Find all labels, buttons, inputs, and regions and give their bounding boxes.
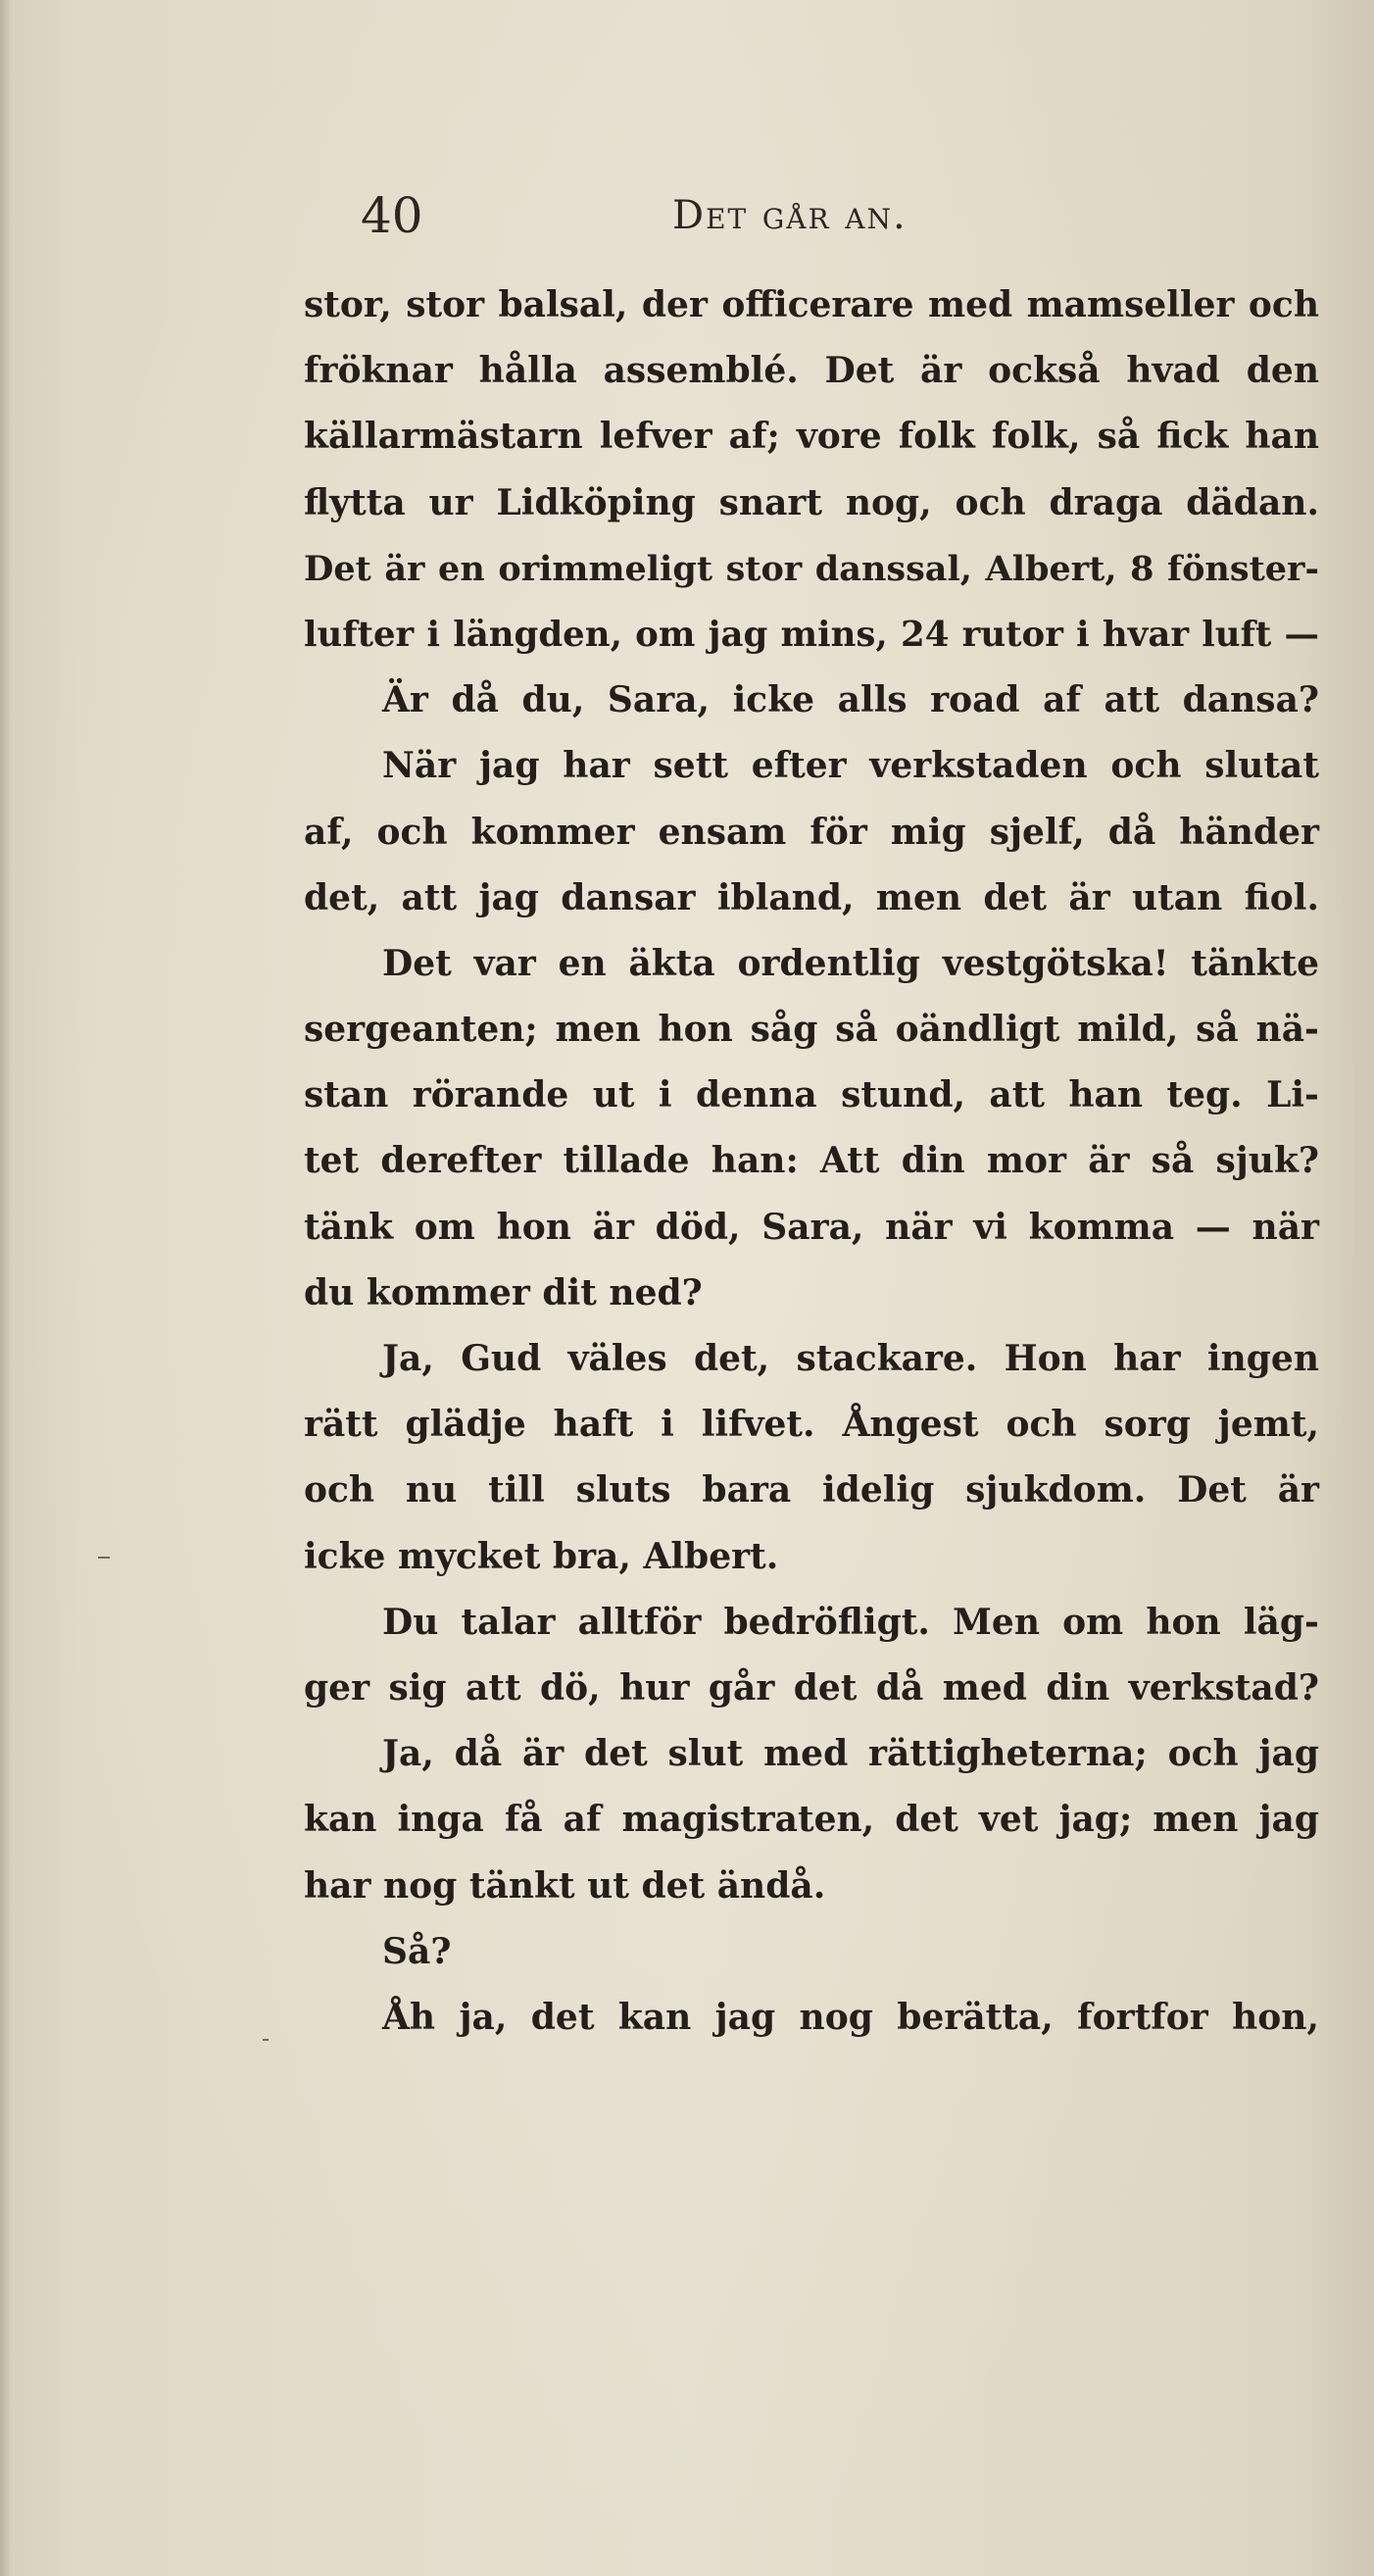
text-line: af, och kommer ensam för mig sjelf, då händer [304,811,1319,853]
text-line: Ja, Gud väles det, stackare. Hon har ingen [382,1338,1319,1379]
text-line: du kommer dit ned? [304,1271,703,1313]
page-number: 40 [361,187,423,244]
text-line: kan inga få af magistraten, det vet jag; men jag [304,1799,1319,1841]
stray-mark [98,1557,110,1559]
page-header [361,186,1047,245]
text-line: tet derefter tillade han: Att din mor är så sjuk? [304,1140,1319,1182]
text-line: Åh ja, det kan jag nog berätta, fortfor hon, [382,1996,1319,2038]
page-left-edge [0,0,10,2576]
text-line: Så? [382,1930,452,1972]
text-line: fröknar hålla assemblé. Det är också hvad den [304,350,1319,392]
text-line: stan rörande ut i denna stund, att han teg. Li- [304,1074,1319,1116]
text-line: och nu till sluts bara idelig sjukdom. Det är [304,1469,1319,1511]
text-line: rätt glädje haft i lifvet. Ångest och sorg jemt, [304,1404,1319,1446]
text-line: sergeanten; men hon såg så oändligt mild, så nä- [304,1009,1319,1051]
text-line: ger sig att dö, hur går det då med din verkstad? [304,1666,1319,1709]
text-line: Det var en äkta ordentlig vestgötska! tänkte [382,942,1319,984]
text-line: flytta ur Lidköping snart nog, och draga dädan. [304,481,1319,523]
body-text [304,272,1319,2051]
text-line: När jag har sett efter verkstaden och slutat [382,745,1319,787]
text-line: har nog tänkt ut det ändå. [304,1864,826,1907]
text-line: tänk om hon är död, Sara, när vi komma — när [304,1206,1319,1248]
stray-mark [263,2039,269,2041]
text-line: stor, stor balsal, der officerare med mamseller och [304,284,1319,325]
text-line: Är då du, Sara, icke alls road af att dansa? [382,679,1319,721]
text-line: Det är en orimmeligt stor danssal, Albert, 8 fönster- [304,548,1319,589]
text-line: Ja, då är det slut med rättigheterna; och jag [382,1733,1319,1775]
text-line: det, att jag dansar ibland, men det är utan fiol. [304,876,1319,918]
text-line: lufter i längden, om jag mins, 24 rutor i hvar luft — [304,614,1319,655]
text-line: icke mycket bra, Albert. [304,1535,779,1577]
text-line: Du talar alltför bedröfligt. Men om hon läg- [382,1601,1319,1643]
text-line: källarmästarn lefver af; vore folk folk, så fick han [304,416,1319,458]
running-title: Det går an. [672,193,908,238]
